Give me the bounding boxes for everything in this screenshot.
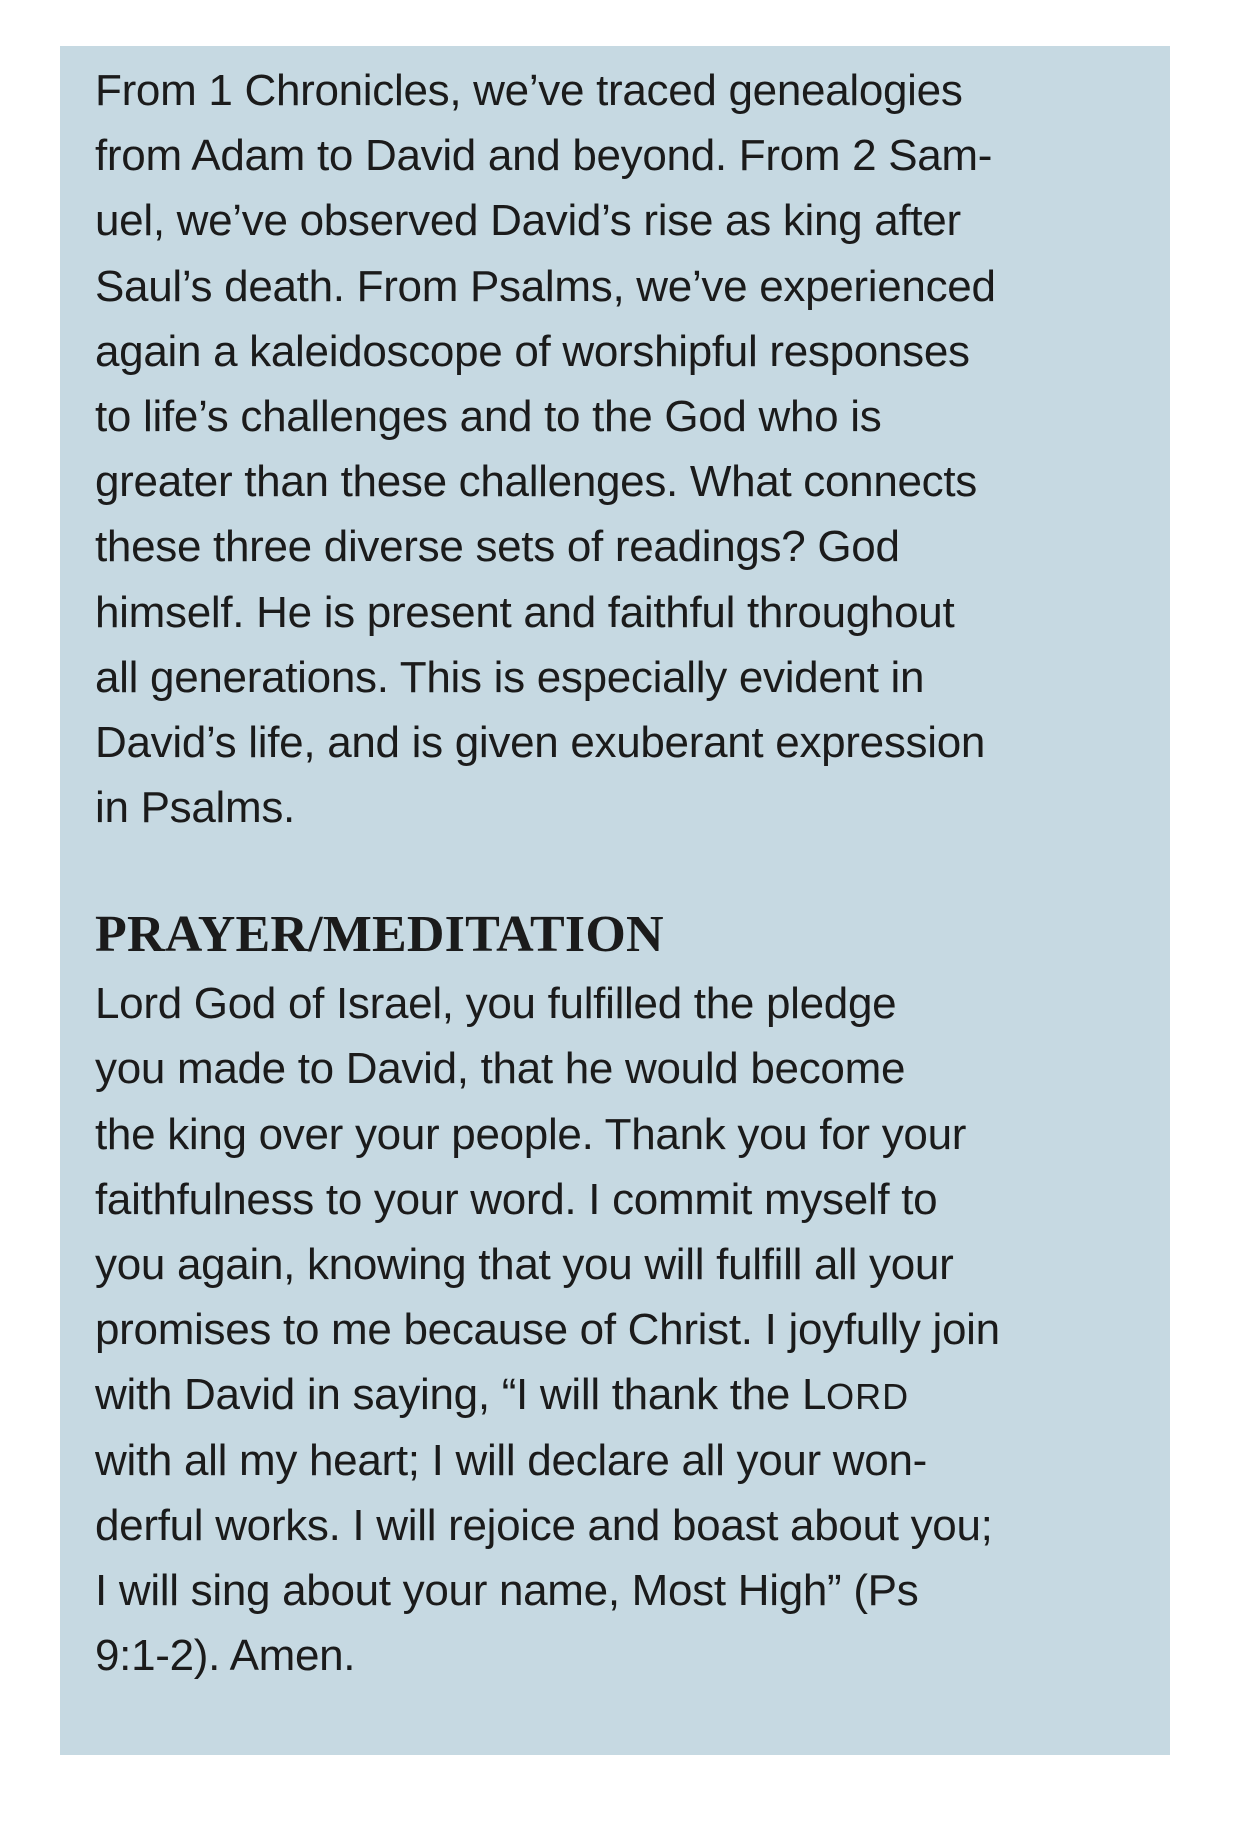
prayer-heading: PRAYER/MEDITATION <box>95 906 664 964</box>
prayer-line: the king over your people. Thank you for your <box>95 1109 967 1159</box>
prayer-line: you made to David, that he would become <box>95 1044 906 1094</box>
intro-line: greater than these challenges. What connects <box>95 457 978 507</box>
intro-line: these three diverse sets of readings? God <box>95 522 900 572</box>
intro-paragraph <box>95 58 1170 840</box>
prayer-line: derful works. I will rejoice and boast about you; <box>95 1500 993 1550</box>
lord-small-caps-initial: L <box>801 1370 827 1420</box>
prayer-line: I will sing about your name, Most High” (Ps <box>95 1565 919 1615</box>
prayer-line-prefix: with David in saying, “I will thank the <box>95 1370 802 1420</box>
prayer-line: you again, knowing that you will fulfill all your <box>95 1240 954 1289</box>
devotional-content <box>95 58 1170 1688</box>
intro-line: to life’s challenges and to the God who is <box>95 391 882 441</box>
intro-line: David’s life, and is given exuberant expression <box>95 717 986 767</box>
intro-line: from Adam to David and beyond. From 2 Sam- <box>95 131 993 181</box>
prayer-line: with all my heart; I will declare all your won- <box>95 1435 927 1485</box>
intro-line: Saul’s death. From Psalms, we’ve experienced <box>95 261 996 311</box>
intro-line: himself. He is present and faithful throughout <box>95 587 955 637</box>
prayer-line-with-lord <box>95 1362 1170 1427</box>
prayer-line: faithfulness to your word. I commit myself to <box>95 1174 938 1224</box>
intro-line: in Psalms. <box>95 783 295 833</box>
intro-line: again a kaleidoscope of worshipful responses <box>95 326 970 376</box>
prayer-paragraph <box>95 971 1170 1688</box>
intro-line: From 1 Chronicles, we’ve traced genealogies <box>95 66 963 115</box>
lord-small-caps-rest: ORD <box>826 1376 910 1418</box>
prayer-line: 9:1-2). Amen. <box>95 1631 356 1681</box>
intro-line: uel, we’ve observed David’s rise as king after <box>95 196 961 246</box>
prayer-line: promises to me because of Christ. I joyfully join <box>95 1305 1000 1355</box>
prayer-line: Lord God of Israel, you fulfilled the pledge <box>95 979 897 1029</box>
intro-line: all generations. This is especially evident in <box>95 652 925 702</box>
